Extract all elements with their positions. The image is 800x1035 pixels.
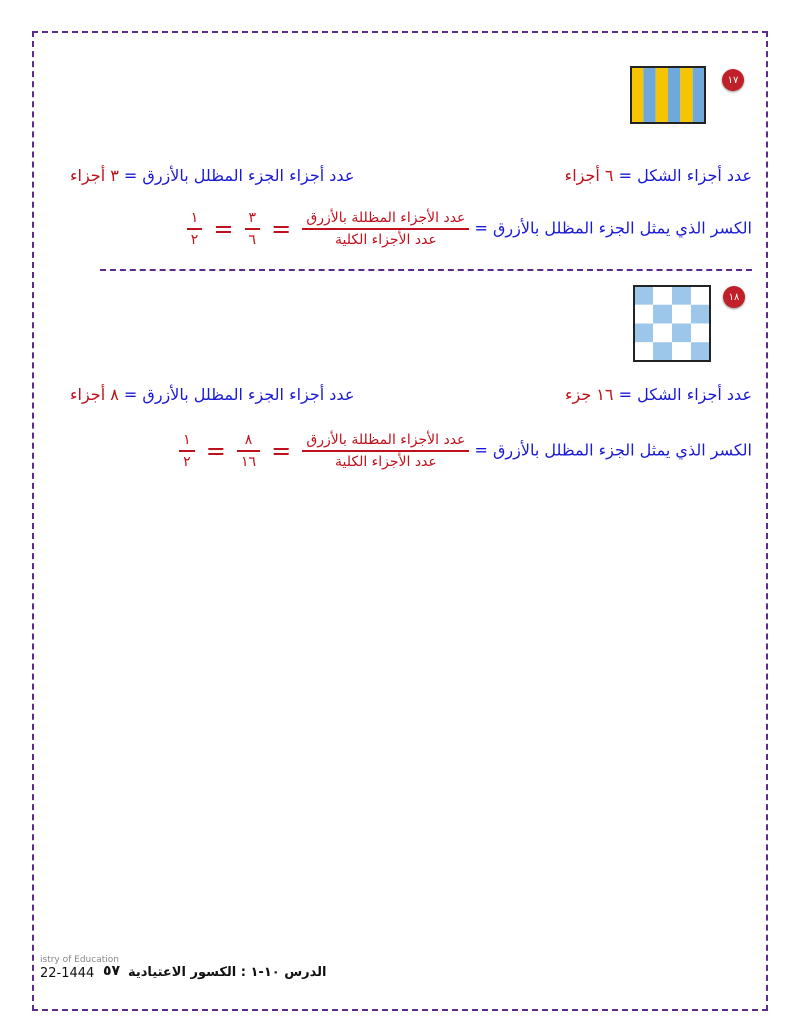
cell — [634, 324, 653, 343]
cell — [634, 342, 653, 361]
simplified-fraction — [179, 432, 195, 470]
equals-sign: = — [271, 436, 292, 465]
problem-18-count-shaded — [70, 385, 354, 404]
denominator: ٢ — [190, 231, 199, 248]
problem-18-number: ١٨ — [728, 291, 740, 303]
problem-18-badge — [723, 286, 745, 308]
numeric-fraction — [237, 432, 260, 470]
faint-watermark-text: istry of Education — [40, 955, 119, 965]
problem-17-badge — [722, 69, 744, 91]
word-denominator: عدد الأجزاء الكلية — [334, 231, 437, 248]
shaded-label: عدد أجزاء الجزء المظلل بالأزرق = — [123, 385, 355, 404]
equals-sign: = — [213, 214, 234, 243]
word-fraction — [302, 432, 469, 470]
cell — [672, 286, 691, 305]
problem-18-count-total — [565, 385, 752, 404]
cell — [691, 324, 710, 343]
stripe — [668, 67, 680, 123]
problem-17-number: ١٧ — [727, 74, 739, 86]
stripe — [631, 67, 643, 123]
stripe — [693, 67, 705, 123]
total-label: عدد أجزاء الشكل = — [618, 385, 752, 404]
checkerboard-figure — [633, 285, 711, 362]
fraction-label: الكسر الذي يمثل الجزء المظلل بالأزرق = — [474, 218, 752, 238]
problem-17-count-shaded — [70, 166, 354, 185]
stripe — [656, 67, 668, 123]
word-denominator: عدد الأجزاء الكلية — [334, 453, 437, 470]
section-divider — [100, 269, 752, 271]
numerator: ٨ — [244, 432, 253, 448]
total-label: عدد أجزاء الشكل = — [618, 166, 752, 185]
word-numerator: عدد الأجزاء المظللة بالأزرق — [306, 210, 466, 226]
cell — [634, 305, 653, 324]
word-numerator: عدد الأجزاء المظللة بالأزرق — [306, 432, 466, 448]
stripe — [643, 67, 655, 123]
problem-18-fraction-line — [179, 432, 752, 470]
cell — [672, 342, 691, 361]
fraction-label: الكسر الذي يمثل الجزء المظلل بالأزرق = — [474, 440, 752, 460]
shaded-value: ٣ أجزاء — [70, 166, 119, 185]
stripe — [680, 67, 692, 123]
year-label: 22-1444 — [40, 966, 95, 981]
denominator: ١٦ — [241, 453, 257, 470]
numerator: ١ — [183, 432, 191, 448]
numerator: ٣ — [248, 210, 257, 226]
cell — [653, 286, 672, 305]
total-value: ١٦ جزء — [564, 385, 614, 404]
page-number: ٥٧ — [103, 963, 121, 979]
numeric-fraction — [245, 210, 261, 248]
simplified-fraction — [187, 210, 203, 248]
cell — [691, 286, 710, 305]
cell — [653, 324, 672, 343]
denominator: ٦ — [248, 231, 257, 248]
equals-sign: = — [205, 436, 226, 465]
cell — [653, 305, 672, 324]
shaded-label: عدد أجزاء الجزء المظلل بالأزرق = — [123, 166, 355, 185]
word-fraction — [302, 210, 469, 248]
denominator: ٢ — [183, 453, 191, 470]
equals-sign: = — [271, 214, 292, 243]
cell — [691, 342, 710, 361]
total-value: ٦ أجزاء — [564, 166, 614, 185]
cell — [672, 305, 691, 324]
striped-rectangle-figure — [630, 66, 706, 124]
shaded-value: ٨ أجزاء — [70, 385, 119, 404]
problem-17-fraction-line — [187, 210, 752, 248]
lesson-title: الدرس ١٠-١ : الكسور الاعتيادية — [128, 965, 327, 980]
problem-17-count-total — [565, 166, 752, 185]
cell — [653, 342, 672, 361]
cell — [672, 324, 691, 343]
numerator: ١ — [190, 210, 199, 226]
cell — [634, 286, 653, 305]
cell — [691, 305, 710, 324]
